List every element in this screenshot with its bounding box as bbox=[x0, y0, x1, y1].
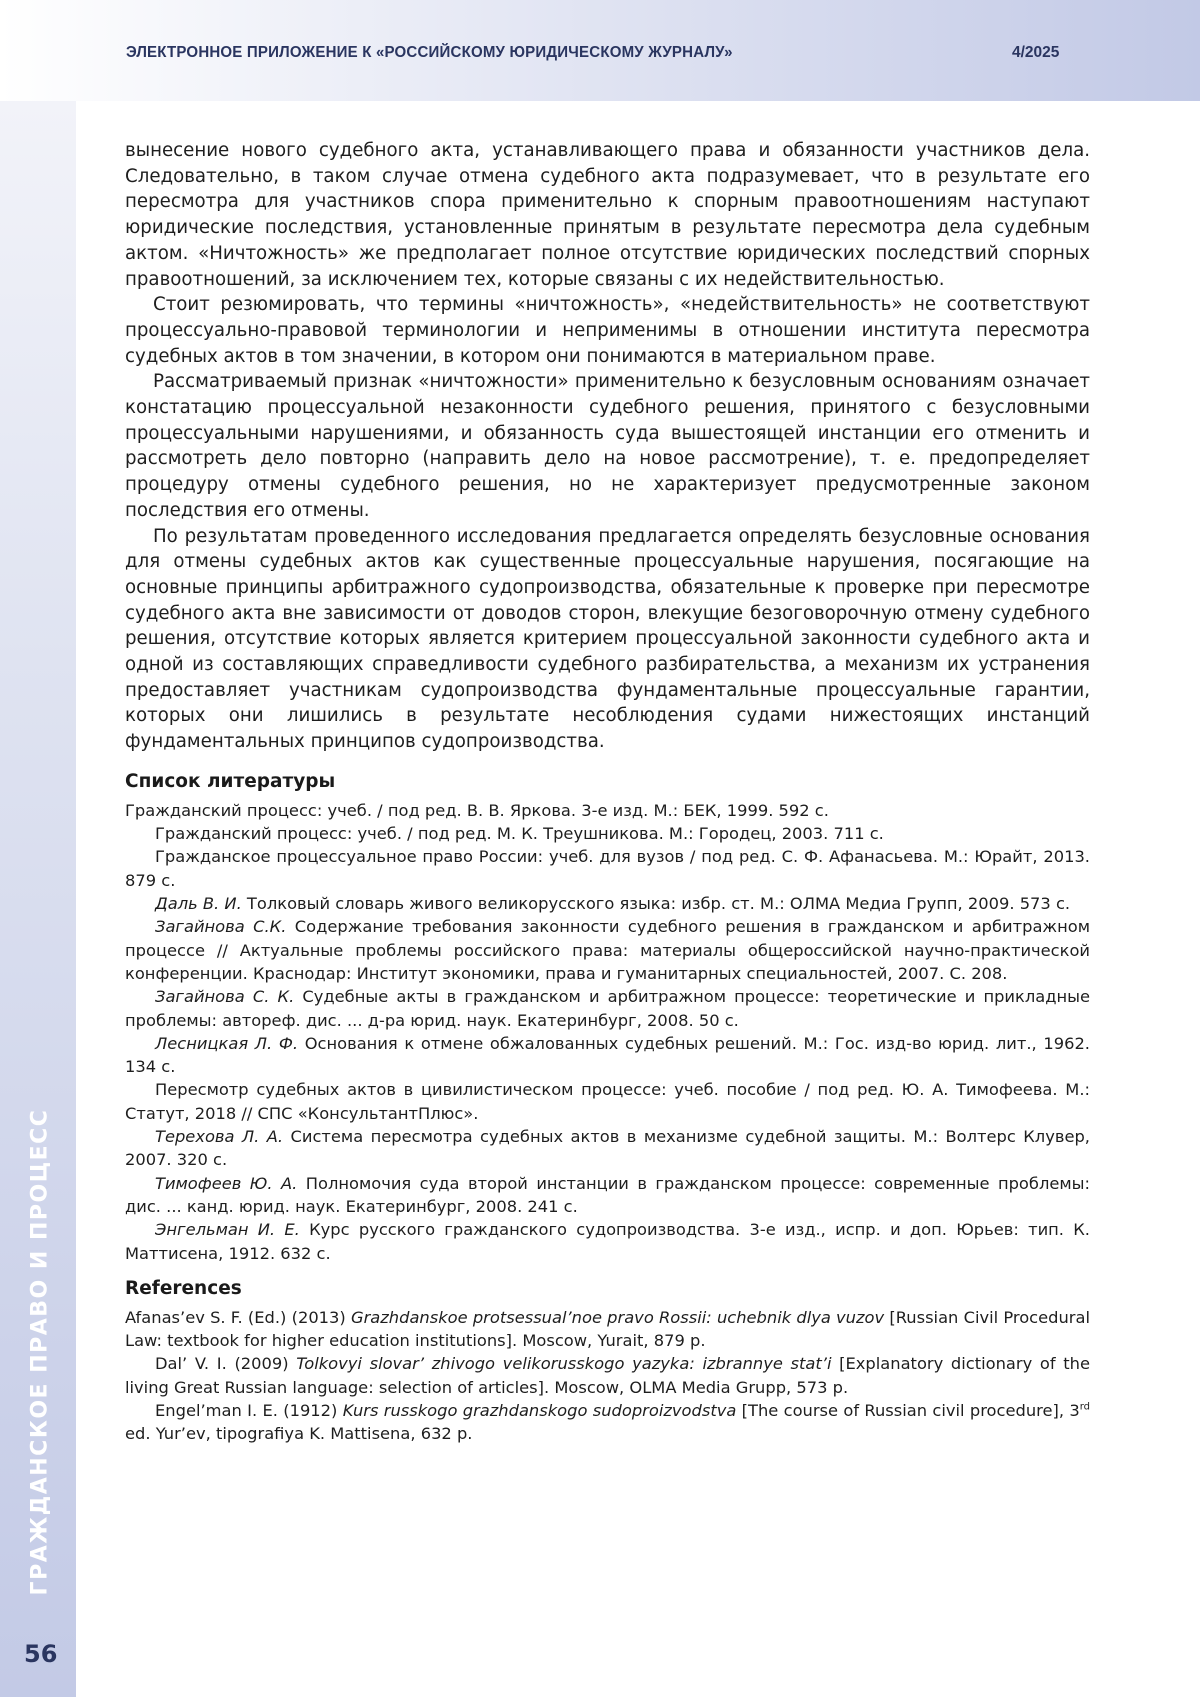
bibliography-entry bbox=[125, 915, 1090, 985]
section-title: ГРАЖДАНСКОЕ ПРАВО И ПРОЦЕСС bbox=[28, 1109, 53, 1596]
entry-author: Загайнова С.К. bbox=[155, 917, 286, 936]
entry-text: Судебные акты в гражданском и арбитражном процессе: теоретические и прикладные проблемы: автореф. дис. ... д-ра юрид. наук. Екатеринбург, 2008. 50 с. bbox=[125, 987, 1090, 1029]
entry-author: Энгельман И. Е. bbox=[155, 1220, 300, 1239]
entry-text: Гражданский процесс: учеб. / под ред. В. В. Яркова. 3-е изд. М.: БЕК, 1999. 592 с. bbox=[125, 801, 829, 820]
references-list bbox=[125, 1306, 1090, 1446]
running-header bbox=[0, 0, 1200, 101]
bibliography-entry bbox=[125, 1125, 1090, 1172]
bibliography-entry bbox=[125, 845, 1090, 892]
entry-author: Загайнова С. К. bbox=[155, 987, 294, 1006]
entry-author: Лесницкая Л. Ф. bbox=[155, 1034, 298, 1053]
page-content bbox=[125, 138, 1090, 1446]
reference-entry bbox=[125, 1352, 1090, 1399]
paragraph: Рассматриваемый признак «ничтожности» применительно к безусловным основаниям означает констатацию процессуальной незаконности судебного решения, принятого с безусловными процессуальными нарушениями, и обязанность суда вышестоящей инстанции его отменить и рассмотреть дело повторно (направить дело на новое рассмотрение), т. е. предопределяет процедуру отмены судебного решения, но не характеризует предусмотренные законом последствия его отмены. bbox=[125, 369, 1090, 523]
bibliography-entry bbox=[125, 1218, 1090, 1265]
literature-heading: Список литературы bbox=[125, 771, 1090, 792]
entry-author: Терехова Л. А. bbox=[155, 1127, 283, 1146]
entry-text: Толковый словарь живого великорусского языка: избр. ст. М.: ОЛМА Медиа Групп, 2009. 573 с. bbox=[242, 894, 1070, 913]
paragraph: Стоит резюмировать, что термины «ничтожность», «недействительность» не соответствуют процессуально-правовой терминологии и неприменимы в отношении института пересмотра судебных актов в том значении, в котором они понимаются в материальном праве. bbox=[125, 292, 1090, 369]
entry-text: Содержание требования законности судебного решения в гражданском и арбитражном процессе // Актуальные проблемы российского права: материалы общероссийской научно-практической конференции. Краснодар: Институт экономики, права и гуманитарных специальностей, 2007. С. 208. bbox=[125, 917, 1090, 983]
bibliography-entry bbox=[125, 822, 1090, 845]
paragraph: вынесение нового судебного акта, устанавливающего права и обязанности участников дела. Следовательно, в таком случае отмена судебного акта подразумевает, что в результате его пересмотра для участников спора применительно к спорным правоотношениям наступают юридические последствия, установленные принятым в результате пересмотра дела судебным актом. «Ничтожность» же предполагает полное отсутствие юридических последствий спорных правоотношений, за исключением тех, которые связаны с их недействительностью. bbox=[125, 138, 1090, 292]
reference-title: Tolkovyi slovar’ zhivogo velikorusskogo yazyka: izbrannye stat’i bbox=[296, 1354, 831, 1373]
bibliography-entry bbox=[125, 892, 1090, 915]
literature-list bbox=[125, 799, 1090, 1265]
entry-author: Даль В. И. bbox=[155, 894, 242, 913]
entry-text: Система пересмотра судебных актов в механизме судебной защиты. М.: Волтерс Клувер, 2007. 320 с. bbox=[125, 1127, 1090, 1169]
entry-text: Полномочия суда второй инстанции в гражданском процессе: современные проблемы: дис. ... канд. юрид. наук. Екатеринбург, 2008. 241 с. bbox=[125, 1174, 1090, 1216]
reference-superscript: rd bbox=[1080, 1402, 1090, 1413]
references-heading: References bbox=[125, 1278, 1090, 1299]
entry-text: Пересмотр судебных актов в цивилистическом процессе: учеб. пособие / под ред. Ю. А. Тимофеева. М.: Статут, 2018 // СПС «КонсультантПлюс». bbox=[125, 1080, 1090, 1122]
reference-title: Grazhdanskoe protsessual’noe pravo Rossii: uchebnik dlya vuzov bbox=[351, 1308, 884, 1327]
reference-details: [Explanatory dictionary of the living Great Russian language: selection of articles]. Moscow, OLMA Media Grupp, 573 p. bbox=[125, 1354, 1090, 1396]
bibliography-entry bbox=[125, 985, 1090, 1032]
article-body bbox=[125, 138, 1090, 755]
entry-text: Основания к отмене обжалованных судебных решений. М.: Гос. изд-во юрид. лит., 1962. 134 с. bbox=[125, 1034, 1090, 1076]
reference-author: Dal’ V. I. (2009) bbox=[155, 1354, 296, 1373]
reference-author: Engel’man I. E. (1912) bbox=[155, 1401, 343, 1420]
issue-number: 4/2025 bbox=[1012, 44, 1059, 62]
paragraph: По результатам проведенного исследования предлагается определять безусловные основания для отмены судебных актов как существенные процессуальные нарушения, посягающие на основные принципы арбитражного судопроизводства, обязательные к проверке при пересмотре судебного акта вне зависимости от доводов сторон, влекущие безоговорочную отмену судебного решения, отсутствие которых является критерием процессуальной законности судебного акта и одной из составляющих справедливости судебного разбирательства, а механизм их устранения предоставляет участникам судопроизводства фундаментальные процессуальные гарантии, которых они лишились в результате несоблюдения судами нижестоящих инстанций фундаментальных принципов судопроизводства. bbox=[125, 524, 1090, 755]
page-number: 56 bbox=[24, 1640, 57, 1668]
bibliography-entry bbox=[125, 1078, 1090, 1125]
reference-details: [The course of Russian civil procedure], 3 bbox=[736, 1401, 1079, 1420]
reference-tail: ed. Yur’ev, tipografiya K. Mattisena, 632 p. bbox=[125, 1424, 472, 1443]
entry-author: Тимофеев Ю. А. bbox=[155, 1174, 297, 1193]
bibliography-entry bbox=[125, 799, 1090, 822]
entry-text: Гражданское процессуальное право России: учеб. для вузов / под ред. С. Ф. Афанасьева. М.: Юрайт, 2013. 879 с. bbox=[125, 847, 1090, 889]
reference-entry bbox=[125, 1399, 1090, 1446]
bibliography-entry bbox=[125, 1172, 1090, 1219]
bibliography-entry bbox=[125, 1032, 1090, 1079]
entry-text: Курс русского гражданского судопроизводства. 3-е изд., испр. и доп. Юрьев: тип. К. Маттисена, 1912. 632 с. bbox=[125, 1220, 1090, 1262]
reference-details: [Russian Civil Procedural Law: textbook for higher education institutions]. Moscow, Yurait, 879 p. bbox=[125, 1308, 1090, 1350]
reference-author: Afanas’ev S. F. (Ed.) (2013) bbox=[125, 1308, 351, 1327]
reference-entry bbox=[125, 1306, 1090, 1353]
reference-title: Kurs russkogo grazhdanskogo sudoproizvodstva bbox=[343, 1401, 737, 1420]
entry-text: Гражданский процесс: учеб. / под ред. М. К. Треушникова. М.: Городец, 2003. 711 с. bbox=[155, 824, 884, 843]
journal-title: ЭЛЕКТРОННОЕ ПРИЛОЖЕНИЕ К «РОССИЙСКОМУ ЮРИДИЧЕСКОМУ ЖУРНАЛУ» bbox=[126, 44, 733, 62]
